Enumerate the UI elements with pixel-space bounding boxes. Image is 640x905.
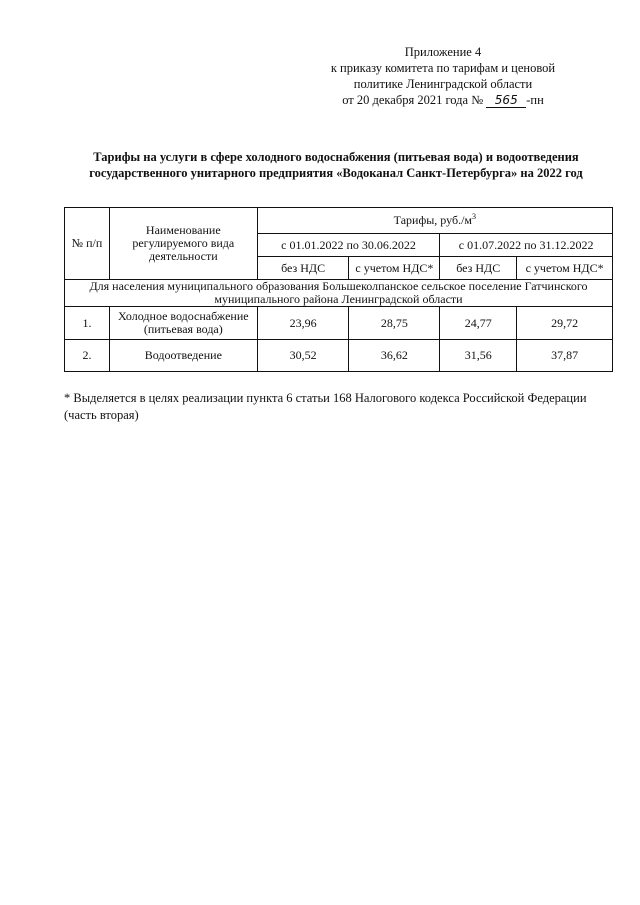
appendix-date: от 20 декабря 2021 года №: [342, 93, 484, 107]
title-line-2: государственного унитарного предприятия «Водоканал Санкт-Петербурга» на 2022 год: [89, 166, 583, 180]
header-with-vat-2: с учетом НДС*: [517, 257, 613, 280]
table-group-row: [65, 280, 613, 307]
table-header-row: [65, 208, 613, 234]
header-period-2: с 01.07.2022 по 31.12.2022: [440, 234, 613, 257]
document-title: [60, 149, 612, 181]
row-value: 37,87: [517, 340, 613, 372]
footnote: * Выделяется в целях реализации пункта 6 статьи 168 Налогового кодекса Российской Федерации (часть вторая): [64, 391, 587, 422]
header-no-vat-2: без НДС: [440, 257, 517, 280]
header-num: № п/п: [65, 208, 110, 280]
header-no-vat-1: без НДС: [257, 257, 349, 280]
appendix-title: Приложение 4: [404, 45, 482, 59]
appendix-order-line: к приказу комитета по тарифам и ценовой: [330, 61, 556, 75]
row-num: 1.: [65, 307, 110, 340]
appendix-header: [283, 44, 603, 108]
row-value: 30,52: [257, 340, 349, 372]
header-with-vat-1: с учетом НДС*: [349, 257, 440, 280]
row-value: 28,75: [349, 307, 440, 340]
group-label-line-2: муниципального района Ленинградской области: [214, 292, 463, 306]
header-tariffs-label: Тарифы, руб./м: [393, 213, 473, 227]
tariffs-table: [64, 207, 613, 372]
row-activity-line-2: (питьевая вода): [143, 322, 223, 336]
row-value: 31,56: [440, 340, 517, 372]
row-num: 2.: [65, 340, 110, 372]
row-value: 23,96: [257, 307, 349, 340]
appendix-date-line: [283, 92, 603, 108]
group-label-line-1: Для населения муниципального образования Большеколпанское сельское поселение Гатчинского: [89, 279, 588, 293]
appendix-committee-line: политике Ленинградской области: [353, 77, 533, 91]
row-activity: [109, 307, 257, 340]
row-activity-line-1: Холодное водоснабжение: [118, 309, 249, 323]
header-activity: Наименование регулируемого вида деятельности: [109, 208, 257, 280]
header-period-1: с 01.01.2022 по 30.06.2022: [257, 234, 440, 257]
order-suffix: -пн: [526, 93, 544, 107]
table-row: [65, 340, 613, 372]
table-row: [65, 307, 613, 340]
row-value: 24,77: [440, 307, 517, 340]
row-value: 29,72: [517, 307, 613, 340]
group-label: [65, 280, 613, 307]
header-tariffs-unit-sup: 3: [472, 212, 477, 221]
header-tariffs: [257, 208, 612, 234]
row-activity: Водоотведение: [109, 340, 257, 372]
title-line-1: Тарифы на услуги в сфере холодного водоснабжения (питьевая вода) и водоотведения: [93, 150, 579, 164]
row-value: 36,62: [349, 340, 440, 372]
order-number: 565: [486, 94, 526, 108]
